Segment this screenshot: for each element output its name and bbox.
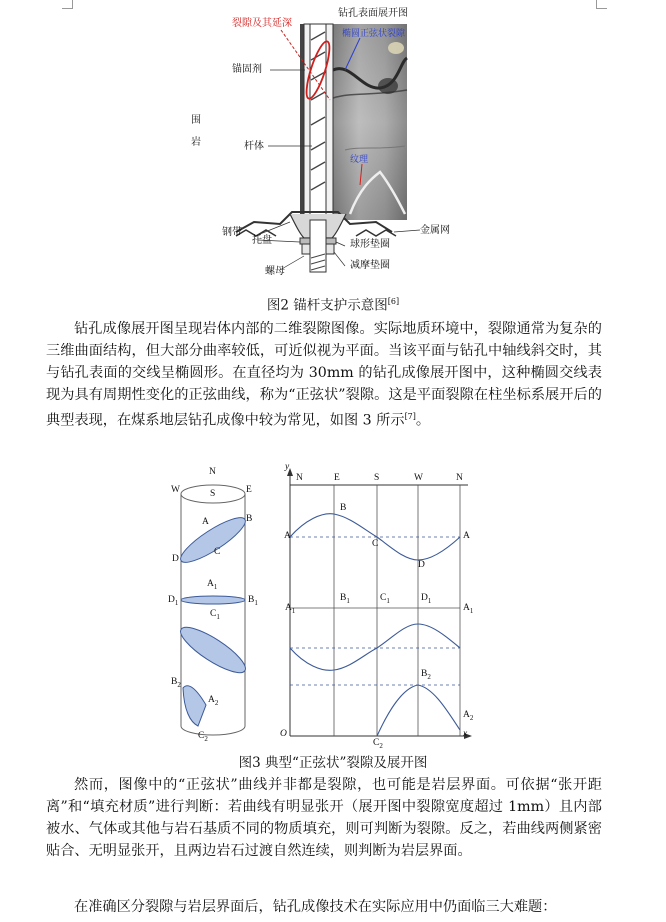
- rock-bolt-diagram: [0, 0, 666, 300]
- cyl-label-n: N: [209, 467, 216, 477]
- label-steel-strip: 钢带: [222, 227, 242, 238]
- chart-label-b: B: [340, 503, 347, 513]
- top-label-n2: N: [456, 473, 463, 483]
- top-label-n1: N: [296, 473, 303, 483]
- figure-2: [0, 0, 666, 300]
- chart-label-b1: $B_1$: [340, 593, 350, 605]
- cyl-label-d: D: [172, 554, 179, 564]
- paragraph-1: [46, 318, 602, 432]
- chart-label-a2: $A_2$: [463, 710, 474, 722]
- axis-y-label: y: [285, 462, 290, 472]
- paragraph-1-text: 钻孔成像展开图呈现岩体内部的二维裂隙图像。实际地质环境中，裂隙通常为复杂的三维曲面结构，但大部分曲率较低，可近似视为平面。当该平面与钻孔中轴线斜交时，其与钻孔表面的交线呈椭圆形。在直径均为 30mm 的钻孔成像展开图中，这种椭圆交线表现为具有周期性变化的正弦曲线，称为“正弦状”裂隙。这是平面裂隙在柱坐标系展开后的典型表现，在煤系地层钻孔成像中较为常见，如图 3 所示: [46, 321, 602, 429]
- paragraph-1-ref: [7]: [404, 412, 416, 421]
- figure-2-caption: [0, 294, 666, 314]
- top-label-e: E: [334, 473, 340, 483]
- cyl-label-c2: $C_2$: [198, 731, 208, 743]
- cylinder-diagram: [0, 460, 666, 750]
- axis-x-label: x: [463, 729, 468, 739]
- paragraph-2: [46, 774, 602, 862]
- cyl-label-a2: $A_2$: [208, 695, 219, 707]
- cyl-label-b1: $B_1$: [248, 595, 258, 607]
- chart-label-c2: $C_2$: [373, 738, 383, 750]
- cyl-label-c: C: [214, 547, 221, 557]
- chart-label-c1: $C_1$: [380, 593, 390, 605]
- chart-label-a1: $A_1$: [285, 603, 296, 615]
- chart-label-a: A: [284, 531, 291, 541]
- chart-label-a1-right: $A_1$: [463, 603, 474, 615]
- label-rock-wall: 围: [191, 115, 201, 126]
- paragraph-3: [46, 896, 602, 918]
- figure-3: [0, 460, 666, 750]
- paragraph-2-text: 然而，图像中的“正弦状”曲线并非都是裂隙，也可能是岩层界面。可依据“张开距离”和“填充材质”进行判断：若曲线有明显张开（展开图中裂隙宽度超过 1mm）且内部被水、气体或其他与岩石基质不同的物质填充，则可判断为裂隙。反之，若曲线两侧紧密贴合、无明显张开，且两边岩石过渡自然连续，则判断为岩层界面。: [46, 777, 602, 859]
- top-label-s: S: [374, 473, 380, 483]
- fig2-header: 钻孔表面展开图: [338, 8, 408, 19]
- chart-label-d: D: [418, 560, 425, 570]
- label-texture: 纹理: [350, 155, 369, 165]
- label-nut: 螺母: [265, 266, 285, 277]
- chart-label-d1: $D_1$: [421, 593, 432, 605]
- label-ball-washer: 球形垫圈: [350, 239, 390, 250]
- chart-label-c: C: [372, 539, 379, 549]
- crack-ellipse-1: [176, 511, 251, 569]
- crack-ellipse-2: [181, 596, 245, 604]
- crack-partial: [183, 686, 206, 726]
- chart-label-b2: $B_2$: [421, 669, 431, 681]
- crack-ellipse-3: [175, 620, 251, 680]
- cyl-label-b: B: [246, 514, 253, 524]
- label-friction-washer: 减摩垫圈: [350, 260, 390, 271]
- cyl-label-e: E: [246, 485, 252, 495]
- label-sine-crack: 椭圆正弦状裂隙: [342, 29, 406, 39]
- figure-3-caption: 图3 典型“正弦状”裂隙及展开图: [238, 755, 428, 771]
- cyl-label-w: W: [171, 485, 180, 495]
- label-crack: 裂隙及其延深: [232, 18, 292, 29]
- figure-2-caption-text: 图2 锚杆支护示意图: [266, 297, 388, 314]
- cyl-label-s: S: [210, 489, 216, 499]
- label-tray: 托盘: [252, 235, 272, 246]
- label-anchorage: 锚固剂: [232, 64, 262, 75]
- figure-2-caption-ref: [6]: [387, 297, 400, 306]
- cyl-label-c1: $C_1$: [210, 609, 220, 621]
- cyl-label-b2: $B_2$: [171, 677, 181, 689]
- paragraph-1-end: 。: [415, 412, 431, 429]
- label-metal-mesh: 金属网: [420, 225, 450, 236]
- chart-label-a-right: A: [463, 531, 470, 541]
- label-rod: 杆体: [244, 141, 264, 152]
- top-label-w: W: [414, 473, 423, 483]
- cyl-label-a1: $A_1$: [207, 579, 218, 591]
- axis-origin: O: [280, 729, 287, 739]
- cyl-label-d1: $D_1$: [168, 595, 179, 607]
- label-rock-wall-2: 岩: [191, 137, 201, 148]
- paragraph-3-text: 在准确区分裂隙与岩层界面后，钻孔成像技术在实际应用中仍面临三大难题：: [74, 899, 557, 915]
- cyl-label-a: A: [202, 517, 209, 527]
